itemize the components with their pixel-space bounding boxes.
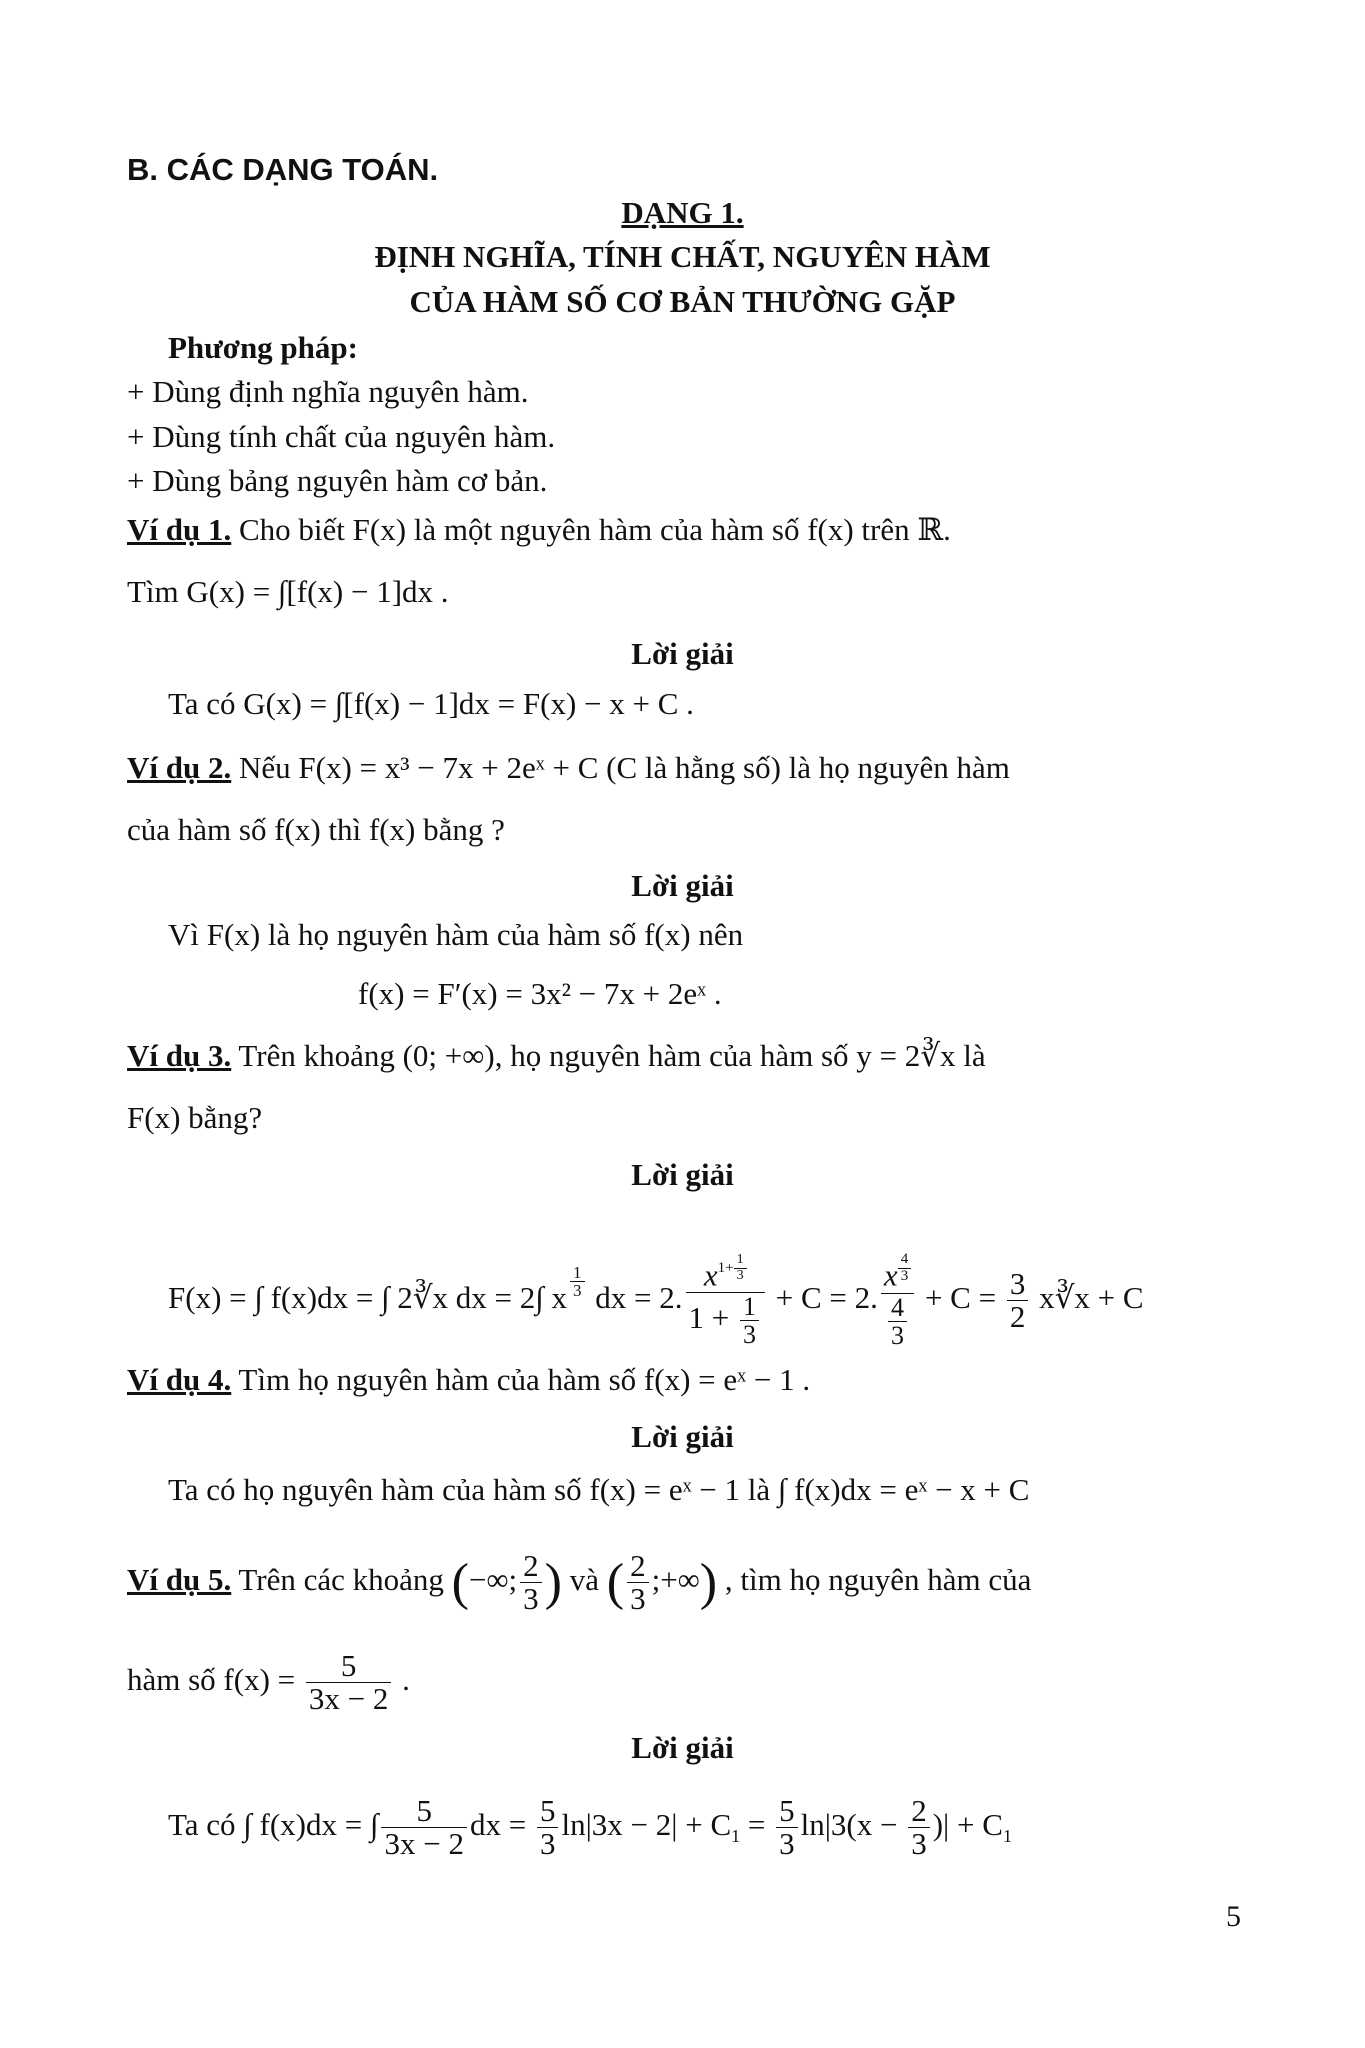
example-text: Trên các khoảng [231,1562,452,1597]
denominator: 3 [523,1581,539,1617]
example-text: . [394,1662,410,1697]
math-text: )| + C [932,1807,1003,1842]
neg-infinity: −∞; [468,1562,518,1597]
numerator: 2 [908,1795,930,1829]
paren-open: ( [606,1553,625,1611]
denominator: 3 [743,1320,757,1350]
denominator: 3 [779,1826,795,1862]
denominator: 3x − 2 [384,1826,464,1862]
example-label: Ví dụ 4. [127,1362,232,1397]
fraction [908,1792,930,1862]
subscript: 1 [1002,1826,1012,1847]
example-5-problem-line2 [127,1630,410,1730]
denominator: 3 [573,1281,582,1301]
fraction [776,1792,798,1862]
numerator: 5 [306,1650,391,1684]
math-text: + C = 2. [768,1280,878,1315]
denominator: 3 [630,1581,646,1617]
paren-close: ) [699,1553,718,1611]
example-1-solution: Ta có G(x) = ∫[f(x) − 1]dx = F(x) − x + C . [168,686,694,721]
fraction [740,1293,759,1349]
denominator [881,1294,914,1350]
example-label: Ví dụ 1. [127,512,232,547]
pos-infinity: ;+∞ [651,1562,700,1597]
numerator: 5 [776,1795,798,1829]
denominator: 3 [911,1826,927,1862]
denominator: 3 [736,1267,744,1283]
example-label: Ví dụ 3. [127,1038,232,1073]
fraction [570,1264,585,1301]
math-text: + C = [917,1280,1004,1315]
numerator: 1 [734,1253,747,1269]
method-heading: Phương pháp: [168,330,358,365]
example-text: hàm số f(x) = [127,1662,303,1697]
fraction [381,1792,466,1862]
numerator: 3 [1007,1268,1029,1302]
example-text: và [562,1562,607,1597]
example-3-problem [127,1036,986,1076]
denominator: 3x − 2 [308,1681,389,1717]
page-number: 5 [1226,1900,1241,1933]
paren-close: ) [544,1553,562,1611]
dang-title-line1: ĐỊNH NGHĨA, TÍNH CHẤT, NGUYÊN HÀM [374,239,991,274]
fraction [306,1647,391,1717]
fraction [686,1253,765,1349]
fraction [537,1792,559,1862]
solution-heading: Lời giải [631,636,734,671]
numerator: 4 [898,1252,912,1269]
math-text: x∛x + C [1031,1280,1144,1315]
x-base: x [883,1258,898,1294]
denominator: 3 [891,1321,905,1350]
example-4-problem [127,1360,810,1400]
math-text: Ta có ∫ f(x)dx = ∫ [168,1807,379,1842]
x-base: x [703,1257,718,1293]
example-text: , tìm họ nguyên hàm của [717,1562,1032,1597]
fraction [734,1253,747,1283]
solution-heading: Lời giải [631,868,734,903]
denominator: 3 [900,1268,909,1285]
fraction [898,1252,912,1285]
denominator [686,1293,765,1349]
subscript: 1 [731,1826,741,1847]
numerator [881,1252,914,1293]
method-item: + Dùng định nghĩa nguyên hàm. [127,374,529,409]
example-3-problem-line2: F(x) bằng? [127,1100,263,1135]
math-text: dx = [469,1807,534,1842]
example-4-solution: Ta có họ nguyên hàm của hàm số f(x) = eˣ − 1 là ∫ f(x)dx = eˣ − x + C [168,1472,1030,1507]
math-text: ln|3x − 2| + C [561,1807,732,1842]
example-2-problem [127,748,1010,788]
fraction [520,1547,542,1617]
example-text: Cho biết F(x) là một nguyên hàm của hàm số f(x) trên ℝ. [231,512,951,547]
denominator: 3 [539,1826,556,1862]
example-5-problem [127,1530,1031,1630]
example-2-solution-line2: f(x) = F′(x) = 3x² − 7x + 2eˣ . [358,976,722,1011]
math-text: ln|3(x − [800,1807,906,1842]
numerator: 1 [570,1264,585,1283]
one-plus: 1 + [688,1300,738,1336]
example-1-problem [127,510,951,550]
numerator: $x^{1+ \frac{1}{3}}$ [686,1253,765,1293]
example-label: Ví dụ 5. [127,1562,232,1597]
dang-title-line2: CỦA HÀM SỐ CƠ BẢN THƯỜNG GẶP [409,284,956,319]
solution-heading: Lời giải [631,1419,734,1454]
numerator: 5 [537,1795,559,1829]
example-3-solution [168,1215,1144,1350]
example-2-problem-line2: của hàm số f(x) thì f(x) bằng ? [127,812,505,847]
denominator: 2 [1009,1299,1026,1335]
fraction [627,1547,649,1617]
fraction [888,1294,907,1350]
fraction [1007,1265,1029,1335]
example-label: Ví dụ 2. [127,750,232,785]
math-text: = [740,1807,774,1842]
solution-heading: Lời giải [631,1157,734,1192]
example-text: Trên khoảng (0; +∞), họ nguyên hàm của hàm số y = 2∛x là [231,1038,986,1073]
numerator: 2 [627,1550,649,1584]
method-item: + Dùng tính chất của nguyên hàm. [127,419,556,454]
example-1-problem-line2: Tìm G(x) = ∫[f(x) − 1]dx . [127,574,449,609]
math-text: dx = 2. [587,1280,683,1315]
solution-heading: Lời giải [631,1730,734,1765]
fraction [881,1252,914,1349]
dang-label: DẠNG 1. [621,195,744,230]
numerator: 5 [381,1795,466,1829]
paren-open: ( [451,1553,469,1611]
example-2-solution-line1: Vì F(x) là họ nguyên hàm của hàm số f(x) nên [168,917,744,952]
example-text: Tìm họ nguyên hàm của hàm số f(x) = eˣ − 1 . [231,1362,811,1397]
math-text: F(x) = ∫ f(x)dx = ∫ 2∛x dx = 2∫ x [168,1280,568,1315]
numerator: 2 [520,1550,542,1584]
section-title: B. CÁC DẠNG TOÁN. [127,152,439,187]
method-item: + Dùng bảng nguyên hàm cơ bản. [127,463,548,498]
example-text: Nếu F(x) = x³ − 7x + 2eˣ + C (C là hằng số) là họ nguyên hàm [231,750,1010,785]
example-5-solution [168,1770,1012,1880]
numerator: 1 [740,1293,759,1321]
numerator: 4 [888,1294,907,1322]
